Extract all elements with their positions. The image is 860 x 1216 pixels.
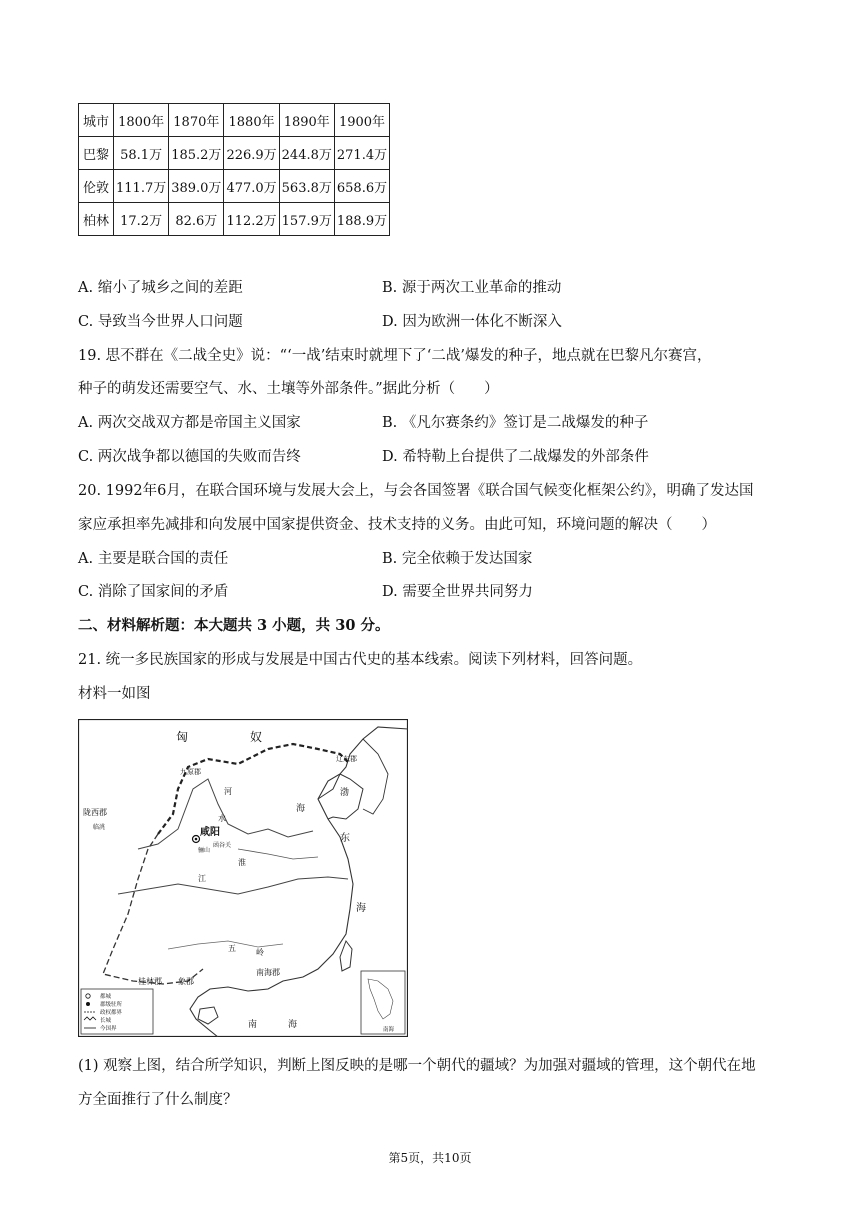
table-cell: 244.8万 bbox=[279, 137, 334, 170]
map-label-xiongnu1: 匈 bbox=[176, 730, 189, 744]
q19-option-c: C. 两次战争都以德国的失败而告终 bbox=[78, 449, 301, 465]
map-label-longxi: 陇西郡 bbox=[83, 808, 107, 817]
map-label-xianyang: 咸阳 bbox=[200, 827, 220, 838]
q18-option-a: A. 缩小了城乡之间的差距 bbox=[78, 280, 243, 296]
map-label-xiongnu2: 奴 bbox=[250, 730, 263, 744]
table-cell: 271.4万 bbox=[334, 137, 389, 170]
map-label-ling: 岭 bbox=[256, 948, 264, 957]
table-header-cell: 1800年 bbox=[114, 104, 169, 137]
legend-wall: 长城 bbox=[100, 1018, 112, 1024]
map-label-shui: 水 bbox=[218, 814, 226, 823]
q18-option-c: C. 导致当今世界人口问题 bbox=[78, 314, 243, 330]
page-footer: 第5页，共10页 bbox=[388, 1151, 472, 1165]
q18-option-b: B. 源于两次工业革命的推动 bbox=[382, 280, 562, 296]
table-cell: 185.2万 bbox=[169, 137, 224, 170]
map-label-lishan: 骊山 bbox=[198, 847, 211, 854]
q20-option-c: C. 消除了国家间的矛盾 bbox=[78, 584, 229, 600]
q20-stem-line2: 家应承担率先减排和向发展中国家提供资金、技术支持的义务。由此可知，环境问题的解决（ ） bbox=[78, 517, 716, 533]
map-label-hai3: 海 bbox=[288, 1020, 298, 1030]
map-label-lintao: 临洮 bbox=[93, 824, 106, 831]
table-cell: 389.0万 bbox=[169, 170, 224, 203]
section-heading: 二、材料解析题：本大题共 3 小题，共 30 分。 bbox=[78, 617, 390, 634]
table-header-cell: 1870年 bbox=[169, 104, 224, 137]
table-row bbox=[79, 203, 390, 236]
table-cell: 226.9万 bbox=[224, 137, 279, 170]
table-cell: 563.8万 bbox=[279, 170, 334, 203]
q20-option-b: B. 完全依赖于发达国家 bbox=[382, 551, 533, 567]
table-header-cell: 城市 bbox=[79, 104, 114, 137]
map-label-jiang: 江 bbox=[198, 874, 206, 883]
map-label-guilin: 桂林郡 bbox=[138, 977, 162, 986]
map-label-dong: 东 bbox=[340, 833, 350, 844]
map-label-liaodong: 辽东郡 bbox=[336, 755, 357, 763]
map-label-wu: 五 bbox=[228, 944, 236, 953]
table-cell: 111.7万 bbox=[114, 170, 169, 203]
map-label-nan: 南 bbox=[248, 1020, 258, 1030]
table-cell: 477.0万 bbox=[224, 170, 279, 203]
capital-marker-dot bbox=[195, 838, 198, 841]
map-label-jiuyuan: 九原郡 bbox=[180, 768, 201, 776]
map-label-hangu: 函谷关 bbox=[213, 842, 232, 849]
q21-intro: 21. 统一多民族国家的形成与发展是中国古代史的基本线索。阅读下列材料，回答问题。 bbox=[78, 652, 643, 668]
legend-capital: 都城 bbox=[100, 994, 112, 1000]
table-cell: 58.1万 bbox=[114, 137, 169, 170]
table-cell: 82.6万 bbox=[169, 203, 224, 236]
q20-option-a: A. 主要是联合国的责任 bbox=[78, 551, 229, 567]
table-header-cell: 1890年 bbox=[279, 104, 334, 137]
table-header-row bbox=[79, 104, 390, 137]
map-label-hai2: 海 bbox=[356, 903, 366, 914]
q19-option-a: A. 两次交战双方都是帝国主义国家 bbox=[78, 415, 301, 431]
q19-option-d: D. 希特勒上台提供了二战爆发的外部条件 bbox=[382, 449, 649, 465]
table-cell: 柏林 bbox=[79, 203, 114, 236]
map-label-huai: 淮 bbox=[238, 858, 246, 867]
table-row bbox=[79, 137, 390, 170]
legend-national-border: 今国界 bbox=[100, 1026, 117, 1032]
table-cell: 658.6万 bbox=[334, 170, 389, 203]
q20-stem-line1: 20. 1992年6月，在联合国环境与发展大会上，与会各国签署《联合国气候变化框架公约》，明确了发达国 bbox=[78, 483, 754, 499]
qin-territory-map bbox=[78, 719, 408, 1037]
map-inset-box bbox=[361, 971, 405, 1034]
map-label-he: 河 bbox=[224, 787, 232, 796]
population-table bbox=[78, 103, 390, 236]
table-cell: 188.9万 bbox=[334, 203, 389, 236]
legend-prefecture: 郡级驻所 bbox=[100, 1002, 123, 1008]
table-header-cell: 1880年 bbox=[224, 104, 279, 137]
table-cell: 伦敦 bbox=[79, 170, 114, 203]
q20-option-d: D. 需要全世界共同努力 bbox=[382, 584, 533, 600]
q21-sub1-line2: 方全面推行了什么制度？ bbox=[78, 1092, 238, 1108]
q19-option-b: B. 《凡尔赛条约》签订是二战爆发的种子 bbox=[382, 415, 649, 431]
map-label-hai1: 海 bbox=[296, 804, 306, 814]
table-row bbox=[79, 170, 390, 203]
table-header-cell: 1900年 bbox=[334, 104, 389, 137]
legend-border: 政权都界 bbox=[100, 1010, 123, 1016]
q19-stem-line2: 种子的萌发还需要空气、水、土壤等外部条件。”据此分析（ ） bbox=[78, 381, 499, 397]
q18-option-d: D. 因为欧洲一体化不断深入 bbox=[382, 314, 562, 330]
q19-stem-line1: 19. 思不群在《二战全史》说：“‘一战’结束时就埋下了‘二战’爆发的种子，地点就在巴黎凡尔赛宫， bbox=[78, 348, 712, 364]
map-label-bohai: 渤 bbox=[340, 788, 350, 798]
q21-sub1-line1: (1) 观察上图，结合所学知识，判断上图反映的是哪一个朝代的疆域？为加强对疆域的管理，这个朝代在地 bbox=[78, 1058, 756, 1074]
inset-label: 南海 bbox=[383, 1027, 395, 1033]
map-label-nanhai-jun: 南海郡 bbox=[256, 968, 280, 977]
table-cell: 17.2万 bbox=[114, 203, 169, 236]
table-cell: 巴黎 bbox=[79, 137, 114, 170]
map-label-xiang: 象郡 bbox=[178, 977, 194, 986]
table-cell: 112.2万 bbox=[224, 203, 279, 236]
table-cell: 157.9万 bbox=[279, 203, 334, 236]
material-label: 材料一如图 bbox=[78, 686, 151, 702]
